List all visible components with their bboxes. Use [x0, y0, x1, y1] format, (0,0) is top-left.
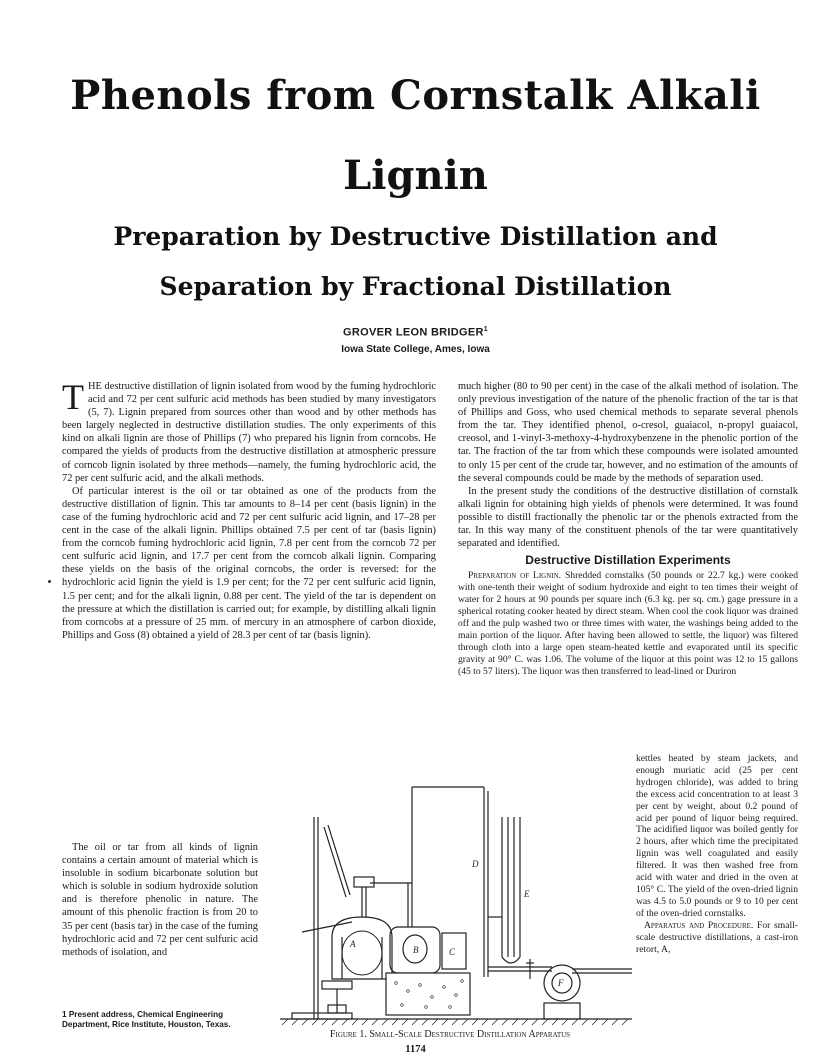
ground-hatch: [282, 1019, 628, 1025]
retort-furnace: [332, 877, 392, 979]
margin-mark: [48, 580, 51, 583]
run-in-heading-apparatus: Apparatus and Procedure.: [644, 919, 754, 931]
drop-cap: T: [62, 377, 84, 417]
page-number: 1174: [405, 1044, 426, 1055]
section-heading: Destructive Distillation Experiments: [525, 553, 731, 568]
vacuum-line: [488, 959, 632, 979]
figure-label-b: B: [413, 945, 419, 955]
run-in-heading-preparation: Preparation of Lignin.: [468, 570, 562, 582]
figure-label-e: E: [524, 889, 530, 899]
paragraph-preparation: [458, 570, 798, 677]
figure-label-f: F: [558, 978, 564, 988]
paragraph-phenolic: The oil or tar from all kinds of lignin contains a certain amount of material which is insoluble in sodium bicarbonate solution but which is soluble in sodium hydroxide solution and is therefore phenolic in nature. The amount of this phenolic fraction is from 20 to 35 per cent (basis tar) in the case of the fuming hydrochloric acid and 72 per cent sulfuric acid methods of isolation, and: [62, 842, 258, 958]
left-narrow-column: [62, 841, 258, 959]
manometer: [488, 817, 520, 963]
title-line-1: Phenols from Cornstalk Alkali: [70, 72, 761, 119]
right-narrow-column: [636, 753, 798, 955]
author-name: GROVER LEON BRIDGER: [343, 326, 484, 339]
title-line-2: Lignin: [343, 152, 488, 199]
apparatus-figure: [262, 757, 632, 1027]
burner: [322, 981, 352, 1013]
figure-label-a: A: [350, 939, 356, 949]
subtitle-line-1: Preparation by Destructive Distillation and: [113, 222, 718, 251]
author-footnote-mark: 1: [483, 326, 488, 333]
paragraph-present-study: In the present study the conditions of the destructive distillation of cornstalk alkali lignin for obtaining high yields of phenols were determined. It was found possible to distill fractionally the phenolic tar or the phenols extracted from the tar. In this way many of the constituent phenols of the tar were quantitatively separated and identified.: [458, 485, 798, 550]
paragraph-intro: [62, 377, 436, 485]
condenser-tube: [370, 883, 412, 927]
author: [0, 326, 831, 339]
paragraph-preparation-text: Shredded cornstalks (50 pounds or 22.7 kg.) were cooked with one-tenth their weight of sodium hydroxide and eight to ten times their weight of water for 2 hours at 90 pounds per square inch (6.3 kg. per sq. cm.) gage pressure in a spherical rotating cooker heated by direct steam. When cool the cook liquor was drained off and the pulp washed two or three times with water, the washings being added to the main portion of the liquor. After having been allowed to settle, the liquor) was filtered through cloth into a large open steam-heated kettle and evaporated until its specific gravity at 90° C. was 1.06. The volume of the liquor at this point was 12 to 15 gallons (45 to 57 liters). The liquor was then transferred to lead-lined or Duriron: [458, 570, 798, 677]
receiver-flask: [386, 927, 470, 1015]
paragraph-tar: Of particular interest is the oil or tar obtained as one of the products from the destructive distillation of lignin. This tar amounts to 8–14 per cent (basis lignin) in the case of the fuming hydrochloric acid and 72 per cent sulfuric acid lignin, and 17–28 per cent in the case of the alkali lignin. Phillips obtained 7.5 per cent of tar (basis lignin) from the corncob fuming hydrochloric acid lignin, 7.8 per cent from the corncob 72 per cent sulfuric acid lignin, and 17.7 per cent from the corncob alkali lignin. Comparing these yields on the basis of the original corncobs, the order is reversed: for the hydrochloric acid lignin the yield is 1.9 per cent; for the 72 per cent sulfuric acid lignin, 1.5 per cent; and for the alkali lignin, 0.88 per cent. The yield of the tar is dependent on the pressure at which the distillation is carried out; for example, by distilling alkali lignin from corncobs at a pressure of 25 mm. of mercury in an atmosphere of carbon dioxide, Phillips and Goss (8) obtained a yield of 28.3 per cent of tar (basis lignin).: [62, 485, 436, 641]
right-column: [458, 380, 798, 677]
paragraph-alkali: much higher (80 to 90 per cent) in the case of the alkali method of isolation. The only previous investigation of the nature of the phenolic fraction of the tar is that of Phillips and Goss, who used chemical methods to separate several phenols from the tar. They identified phenol, o-cresol, guaiacol, n-propyl guaiacol, creosol, and 1-vinyl-3-methoxy-4-hydroxybenzene in the phenolic portion of the tar. The fraction of the tar from which these compounds were isolated amounted to only 15 per cent of the crude tar, however, and no estimation of the amounts of the several compounds could be made by the methods of separation used.: [458, 381, 798, 484]
figure-label-c: C: [449, 947, 456, 957]
paragraph-apparatus: [636, 920, 798, 956]
subtitle-line-2: Separation by Fractional Distillation: [159, 272, 672, 301]
figure-caption-text: Figure 1. Small-Scale Destructive Distillation Apparatus: [329, 1029, 571, 1040]
paragraph-apparatus-text: For small-scale destructive distillations, a cast-iron retort, A,: [636, 919, 798, 955]
affiliation: Iowa State College, Ames, Iowa: [341, 344, 490, 355]
figure-label-d: D: [472, 859, 479, 869]
figure-caption: [265, 1029, 635, 1040]
paragraph-kettles: kettles heated by steam jackets, and enough muriatic acid (25 per cent hydrogen chloride), was added to bring the excess acid concentration to at least 3 per cent by weight, about 0.2 pound of acid per pound of liquor being required. The acidified liquor was boiled gently for 2 hours, after which time the precipitated lignin was well coagulated and easily filtered. It was then washed free from acid with water and dried in the oven at 105° C. The yield of the oven-dried lignin was 4.5 to 5.0 pounds or 9 to 10 per cent of the oven-dried cornstalks.: [636, 753, 798, 919]
footnote: 1 Present address, Chemical Engineering Department, Rice Institute, Houston, Texas.: [62, 1010, 231, 1030]
paragraph-intro-text: HE destructive distillation of lignin isolated from wood by the fuming hydrochloric acid and 72 per cent sulfuric acid methods has been studied by many investigators (5, 7). Lignin prepared from sources other than wood and by other methods has been largely neglected in destructive distillation studies. The only experiments of this kind on alkali lignin are those of Phillips (7) who prepared his lignin from corncobs. He compared the yields of products from the destructive distillation at atmospheric pressure of corncob lignin isolated by three methods—namely, the fuming hydrochloric acid, the 72 per cent sulfuric acid, and the alkali methods.: [62, 381, 436, 484]
left-column: [62, 377, 436, 642]
